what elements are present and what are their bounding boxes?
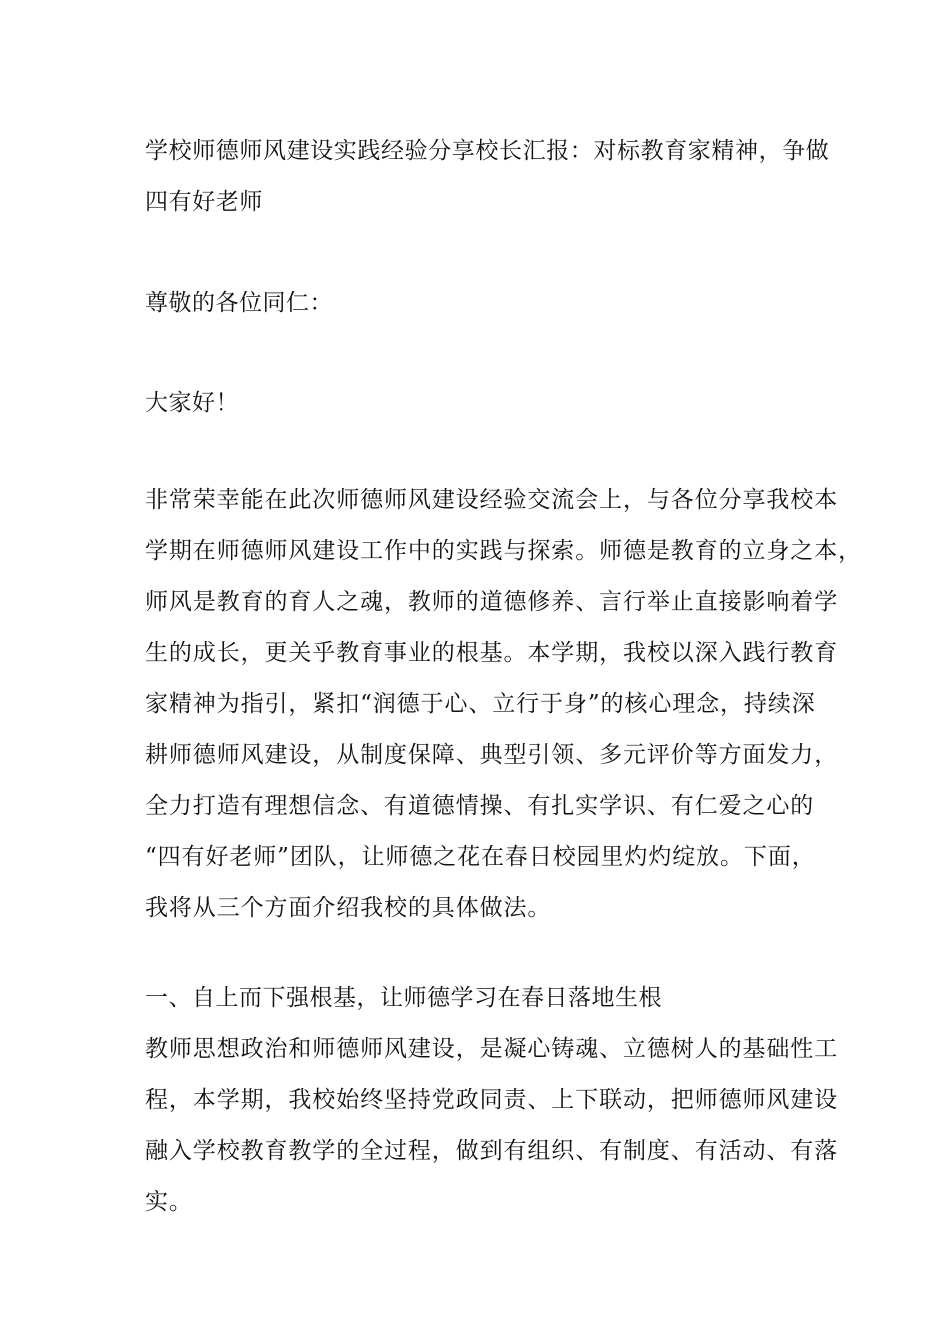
- paragraph-line: “四有好老师”团队，让师德之花在春日校园里灼灼绽放。下面，: [145, 844, 816, 870]
- paragraph-line: 教师思想政治和师德师风建设，是凝心铸魂、立德树人的基础性工: [145, 1036, 839, 1062]
- greeting: [145, 378, 815, 429]
- paragraph-line: 耕师德师风建设，从制度保障、典型引领、多元评价等方面发力，: [145, 742, 839, 768]
- paragraph-line: 全力打造有理想信念、有道德情操、有扎实学识、有仁爱之心的: [145, 793, 815, 819]
- paragraph-line: 我将从三个方面介绍我校的具体做法。: [145, 895, 552, 921]
- paragraph-line: 非常荣幸能在此次师德师风建设经验交流会上，与各位分享我校本: [145, 487, 839, 513]
- paragraph-line: 家精神为指引，紧扣“润德于心、立行于身”的核心理念，持续深: [145, 691, 816, 717]
- paragraph-line: 学期在师德师风建设工作中的实践与探索。师德是教育的立身之本，: [145, 538, 862, 564]
- paragraph-line: 融入学校教育教学的全过程，做到有组织、有制度、有活动、有落: [145, 1138, 839, 1164]
- salutation-text: 尊敬的各位同仁：: [145, 290, 333, 316]
- intro-paragraph: [145, 475, 862, 934]
- paragraph-line: 实。: [145, 1189, 193, 1215]
- salutation: [145, 278, 815, 329]
- section-1: [145, 973, 839, 1228]
- document-title: [145, 126, 830, 228]
- title-line-1: 学校师德师风建设实践经验分享校长汇报：对标教育家精神，争做: [145, 138, 830, 164]
- greeting-text: 大家好！: [145, 390, 239, 416]
- section-heading: 一、自上而下强根基，让师德学习在春日落地生根: [145, 985, 662, 1011]
- paragraph-line: 师风是教育的育人之魂，教师的道德修养、言行举止直接影响着学: [145, 589, 839, 615]
- paragraph-line: 程，本学期，我校始终坚持党政同责、上下联动，把师德师风建设: [145, 1087, 839, 1113]
- paragraph-line: 生的成长，更关乎教育事业的根基。本学期，我校以深入践行教育: [145, 640, 839, 666]
- title-line-2: 四有好老师: [145, 189, 263, 215]
